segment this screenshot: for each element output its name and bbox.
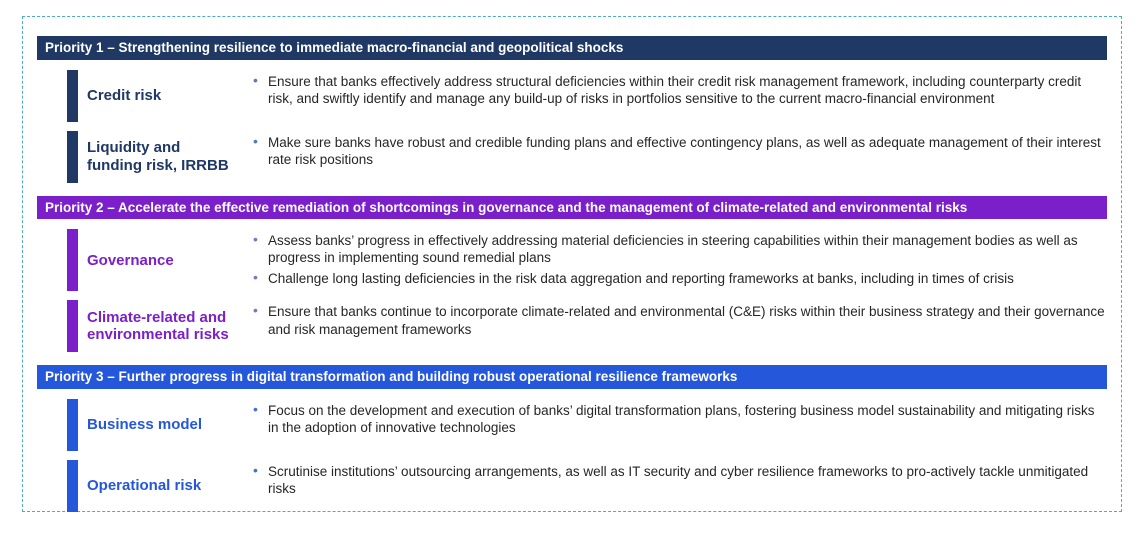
- risk-area-label: Operational risk: [87, 477, 202, 495]
- priority-3-rows: [37, 399, 1107, 512]
- accent-bar: [67, 229, 78, 291]
- priority-2-rows: [37, 229, 1107, 352]
- risk-row-credit-risk: [67, 70, 1105, 122]
- risk-row-climate: [67, 300, 1105, 352]
- bullet-list: [239, 134, 1105, 172]
- risk-area-label: Credit risk: [87, 86, 162, 104]
- priority-2-section: [37, 196, 1107, 353]
- priority-1-header: Priority 1 – Strengthening resilience to immediate macro-financial and geopolitical shocks: [37, 36, 1107, 60]
- risk-label-col: [67, 460, 239, 512]
- accent-bar: [67, 131, 78, 183]
- accent-bar: [67, 300, 78, 352]
- risk-row-operational-risk: [67, 460, 1105, 512]
- risk-area-label: Climate-related and environmental risks: [87, 309, 229, 344]
- bullet-list: [239, 463, 1105, 501]
- bullet-list: [239, 73, 1105, 111]
- risk-row-liquidity: [67, 131, 1105, 183]
- risk-area-label: Liquidity and funding risk, IRRBB: [87, 139, 229, 174]
- bullet-list: [239, 402, 1105, 440]
- measure-bullet: • Ensure that banks continue to incorporate climate-related and environmental (C&E) risks within their business strategy and their governance and risk management frameworks: [253, 303, 1105, 337]
- measure-bullet: • Focus on the development and execution of banks’ digital transformation plans, fostering business model sustainability and mitigating risks in the adoption of innovative technologies: [253, 402, 1105, 436]
- risk-label-col: [67, 229, 239, 291]
- risk-row-business-model: [67, 399, 1105, 451]
- measure-bullet: • Challenge long lasting deficiencies in the risk data aggregation and reporting frameworks at banks, including in times of crisis: [253, 270, 1105, 287]
- measure-bullet: • Ensure that banks effectively address structural deficiencies within their credit risk management framework, including counterparty credit risk, and swiftly identify and manage any build-up of risks in portfolios sensitive to the current macro-financial environment: [253, 73, 1105, 107]
- measure-bullet: • Make sure banks have robust and credible funding plans and effective contingency plans, as well as adequate management of their interest rate risk positions: [253, 134, 1105, 168]
- priority-1-rows: [37, 70, 1107, 183]
- risk-area-label: Business model: [87, 416, 203, 434]
- priority-3-section: [37, 365, 1107, 512]
- priority-3-header: Priority 3 – Further progress in digital transformation and building robust operational resilience frameworks: [37, 365, 1107, 389]
- risk-label-col: [67, 70, 239, 122]
- measure-bullet: • Scrutinise institutions’ outsourcing arrangements, as well as IT security and cyber resilience frameworks to pro-actively tackle unmitigated risks: [253, 463, 1105, 497]
- accent-bar: [67, 399, 78, 451]
- measure-bullet: • Assess banks’ progress in effectively addressing material deficiencies in steering capabilities within their management bodies as well as progress in implementing sound remedial plans: [253, 232, 1105, 266]
- risk-label-col: [67, 300, 239, 352]
- bullet-list: [239, 232, 1105, 291]
- risk-area-label: Governance: [87, 251, 174, 269]
- priority-2-header: Priority 2 – Accelerate the effective remediation of shortcomings in governance and the management of climate-related and environmental risks: [37, 196, 1107, 220]
- priorities-frame: [22, 16, 1122, 512]
- risk-label-col: [67, 399, 239, 451]
- priority-1-section: [37, 36, 1107, 183]
- accent-bar: [67, 70, 78, 122]
- risk-label-col: [67, 131, 239, 183]
- accent-bar: [67, 460, 78, 512]
- risk-row-governance: [67, 229, 1105, 291]
- bullet-list: [239, 303, 1105, 341]
